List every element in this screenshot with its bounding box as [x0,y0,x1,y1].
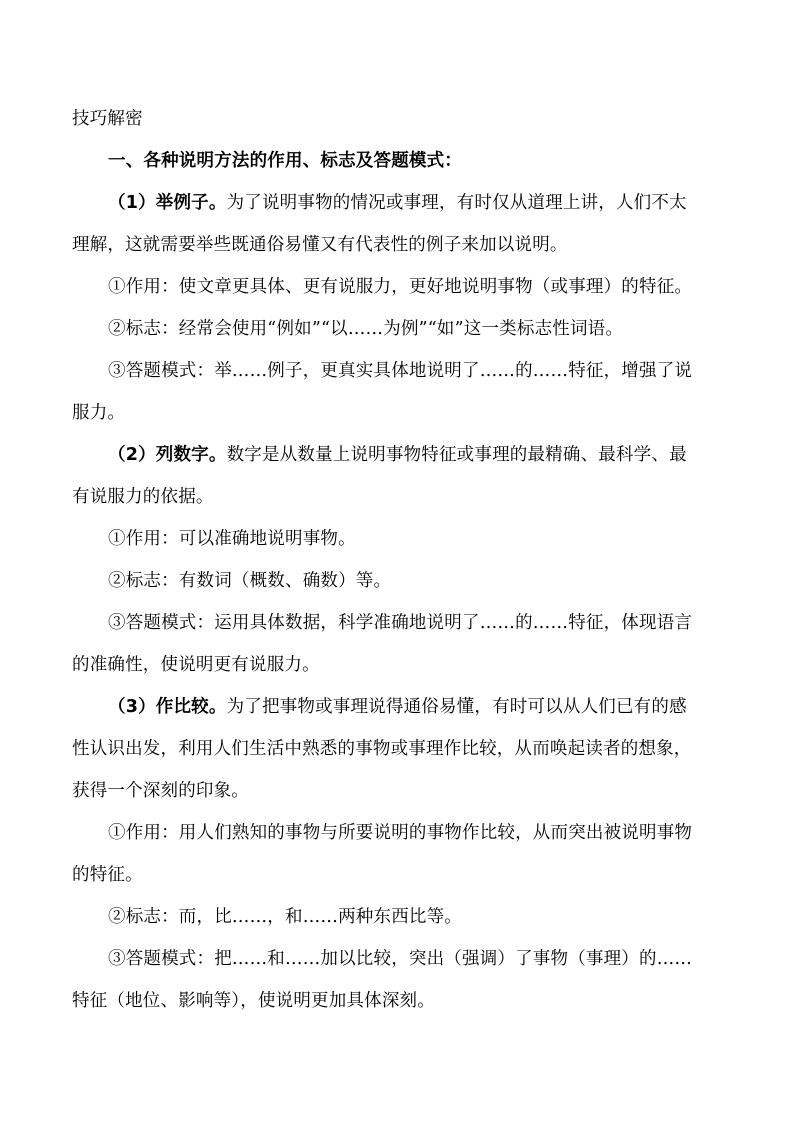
marker-text: ②标志：而，比……，和……两种东西比等。 [108,907,462,927]
paragraph-numbers-intro [72,434,732,476]
method-label-comparison: （3）作比较。 [108,697,227,717]
effect-text: ①作用：使文章更具体、更有说服力，更好地说明事物（或事理）的特征。 [108,277,693,297]
answer-pattern-text: ③答题模式：把……和……加以比较，突出（强调）了事物（事理）的…… [108,949,693,969]
paragraph-comparison-intro [72,686,732,728]
paragraph-line: 获得一个深刻的印象。 [72,781,249,801]
marker-text: ②标志：经常会使用“例如”“以……为例”“如”这一类标志性词语。 [108,319,624,339]
effect-text: ①作用：用人们熟知的事物与所要说明的事物作比较，从而突出被说明事物 [108,823,693,843]
method-label-numbers: （2）列数字。 [108,445,227,465]
answer-pattern-text: ③答题模式：运用具体数据，科学准确地说明了……的……特征，体现语言 [108,613,693,633]
paragraph-line: 特征（地位、影响等），使说明更加具体深刻。 [72,991,435,1011]
paragraph-example-intro [72,182,732,224]
effect-text: ①作用：可以准确地说明事物。 [108,529,356,549]
page-title: 技巧解密 [72,109,143,129]
paragraph-line: 的特征。 [72,865,143,885]
answer-pattern-text: ③答题模式：举……例子，更真实具体地说明了……的……特征，增强了说 [108,361,693,381]
paragraph-line: 服力。 [72,403,126,423]
paragraph-line: 的准确性，使说明更有说服力。 [72,655,320,675]
method-label-example: （1）举例子。 [108,193,227,213]
document-body [72,98,732,1022]
section-heading: 一、各种说明方法的作用、标志及答题模式： [108,151,462,171]
method-intro-text: 为了说明事物的情况或事理，有时仅从道理上讲，人们不太 [226,193,687,213]
method-intro-text: 为了把事物或事理说得通俗易懂，有时可以从人们已有的感 [226,697,687,717]
paragraph-line: 有说服力的依据。 [72,487,214,507]
paragraph-line: 理解，这就需要举些既通俗易懂又有代表性的例子来加以说明。 [72,235,568,255]
marker-text: ②标志：有数词（概数、确数）等。 [108,571,392,591]
paragraph-line: 性认识出发，利用人们生活中熟悉的事物或事理作比较，从而唤起读者的想象， [72,739,692,759]
method-intro-text: 数字是从数量上说明事物特征或事理的最精确、最科学、最 [226,445,687,465]
